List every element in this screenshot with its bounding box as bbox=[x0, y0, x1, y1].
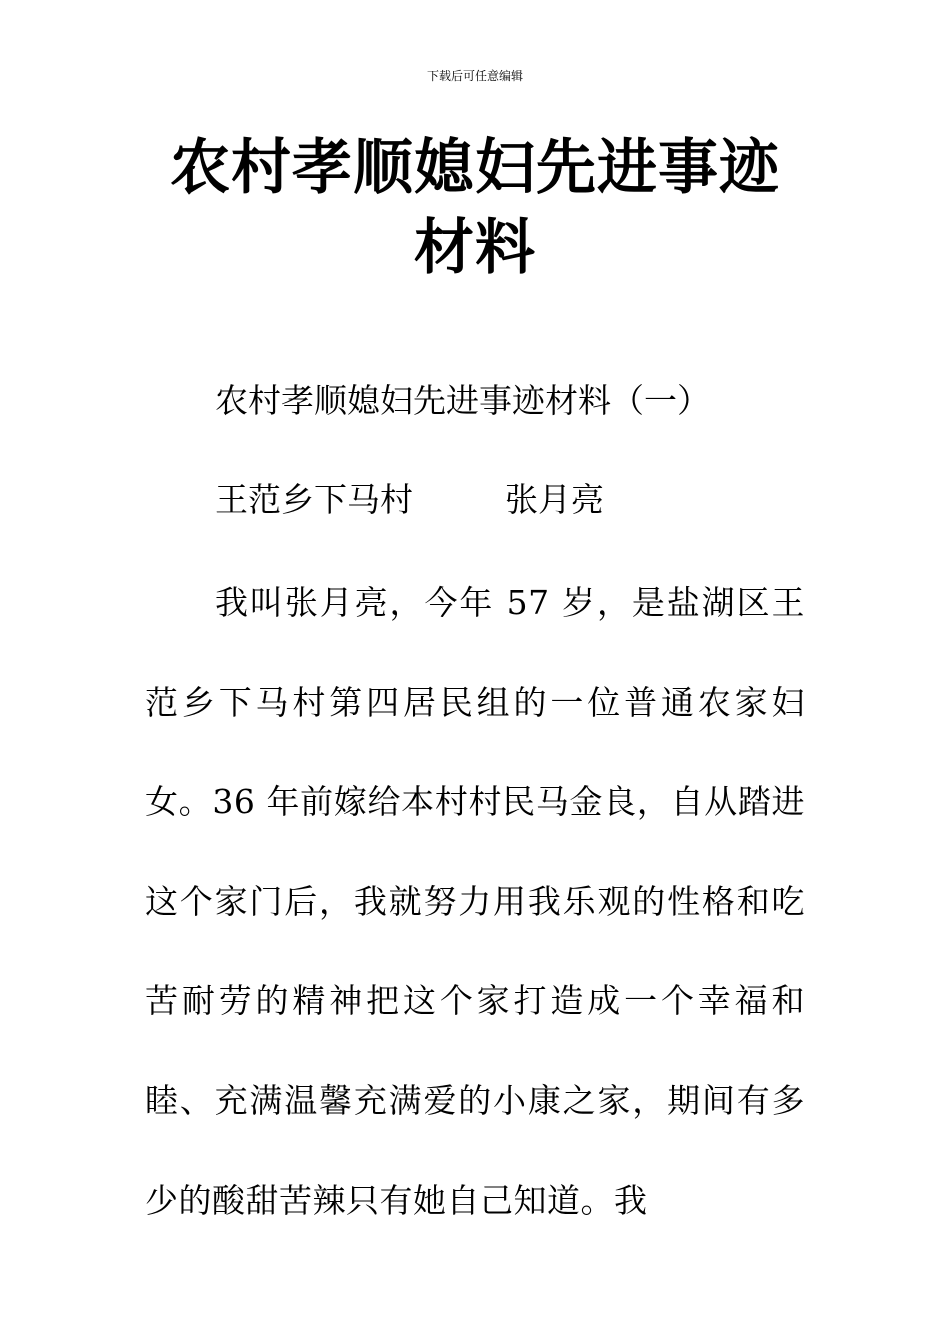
header-note: 下载后可任意编辑 bbox=[426, 69, 523, 83]
byline-author: 张月亮 bbox=[505, 480, 604, 519]
document-title: 农村孝顺媳妇先进事迹材料 bbox=[170, 133, 780, 283]
byline bbox=[145, 474, 805, 526]
body-paragraph: 我叫张月亮，今年 57 岁，是盐湖区王范乡下马村第四居民组的一位普通农家妇女。36 年前嫁给本村村民马金良，自从踏进这个家门后，我就努力用我乐观的性格和吃苦耐劳的精神把这个家打造成一个幸福和睦、充满温馨充满爱的小康之家，期间有多少的酸甜苦辣只有她自己知道。我 bbox=[145, 583, 805, 1220]
byline-location: 王范乡下马村 bbox=[215, 480, 413, 519]
document-subtitle: 农村孝顺媳妇先进事迹材料（一） bbox=[215, 381, 710, 420]
